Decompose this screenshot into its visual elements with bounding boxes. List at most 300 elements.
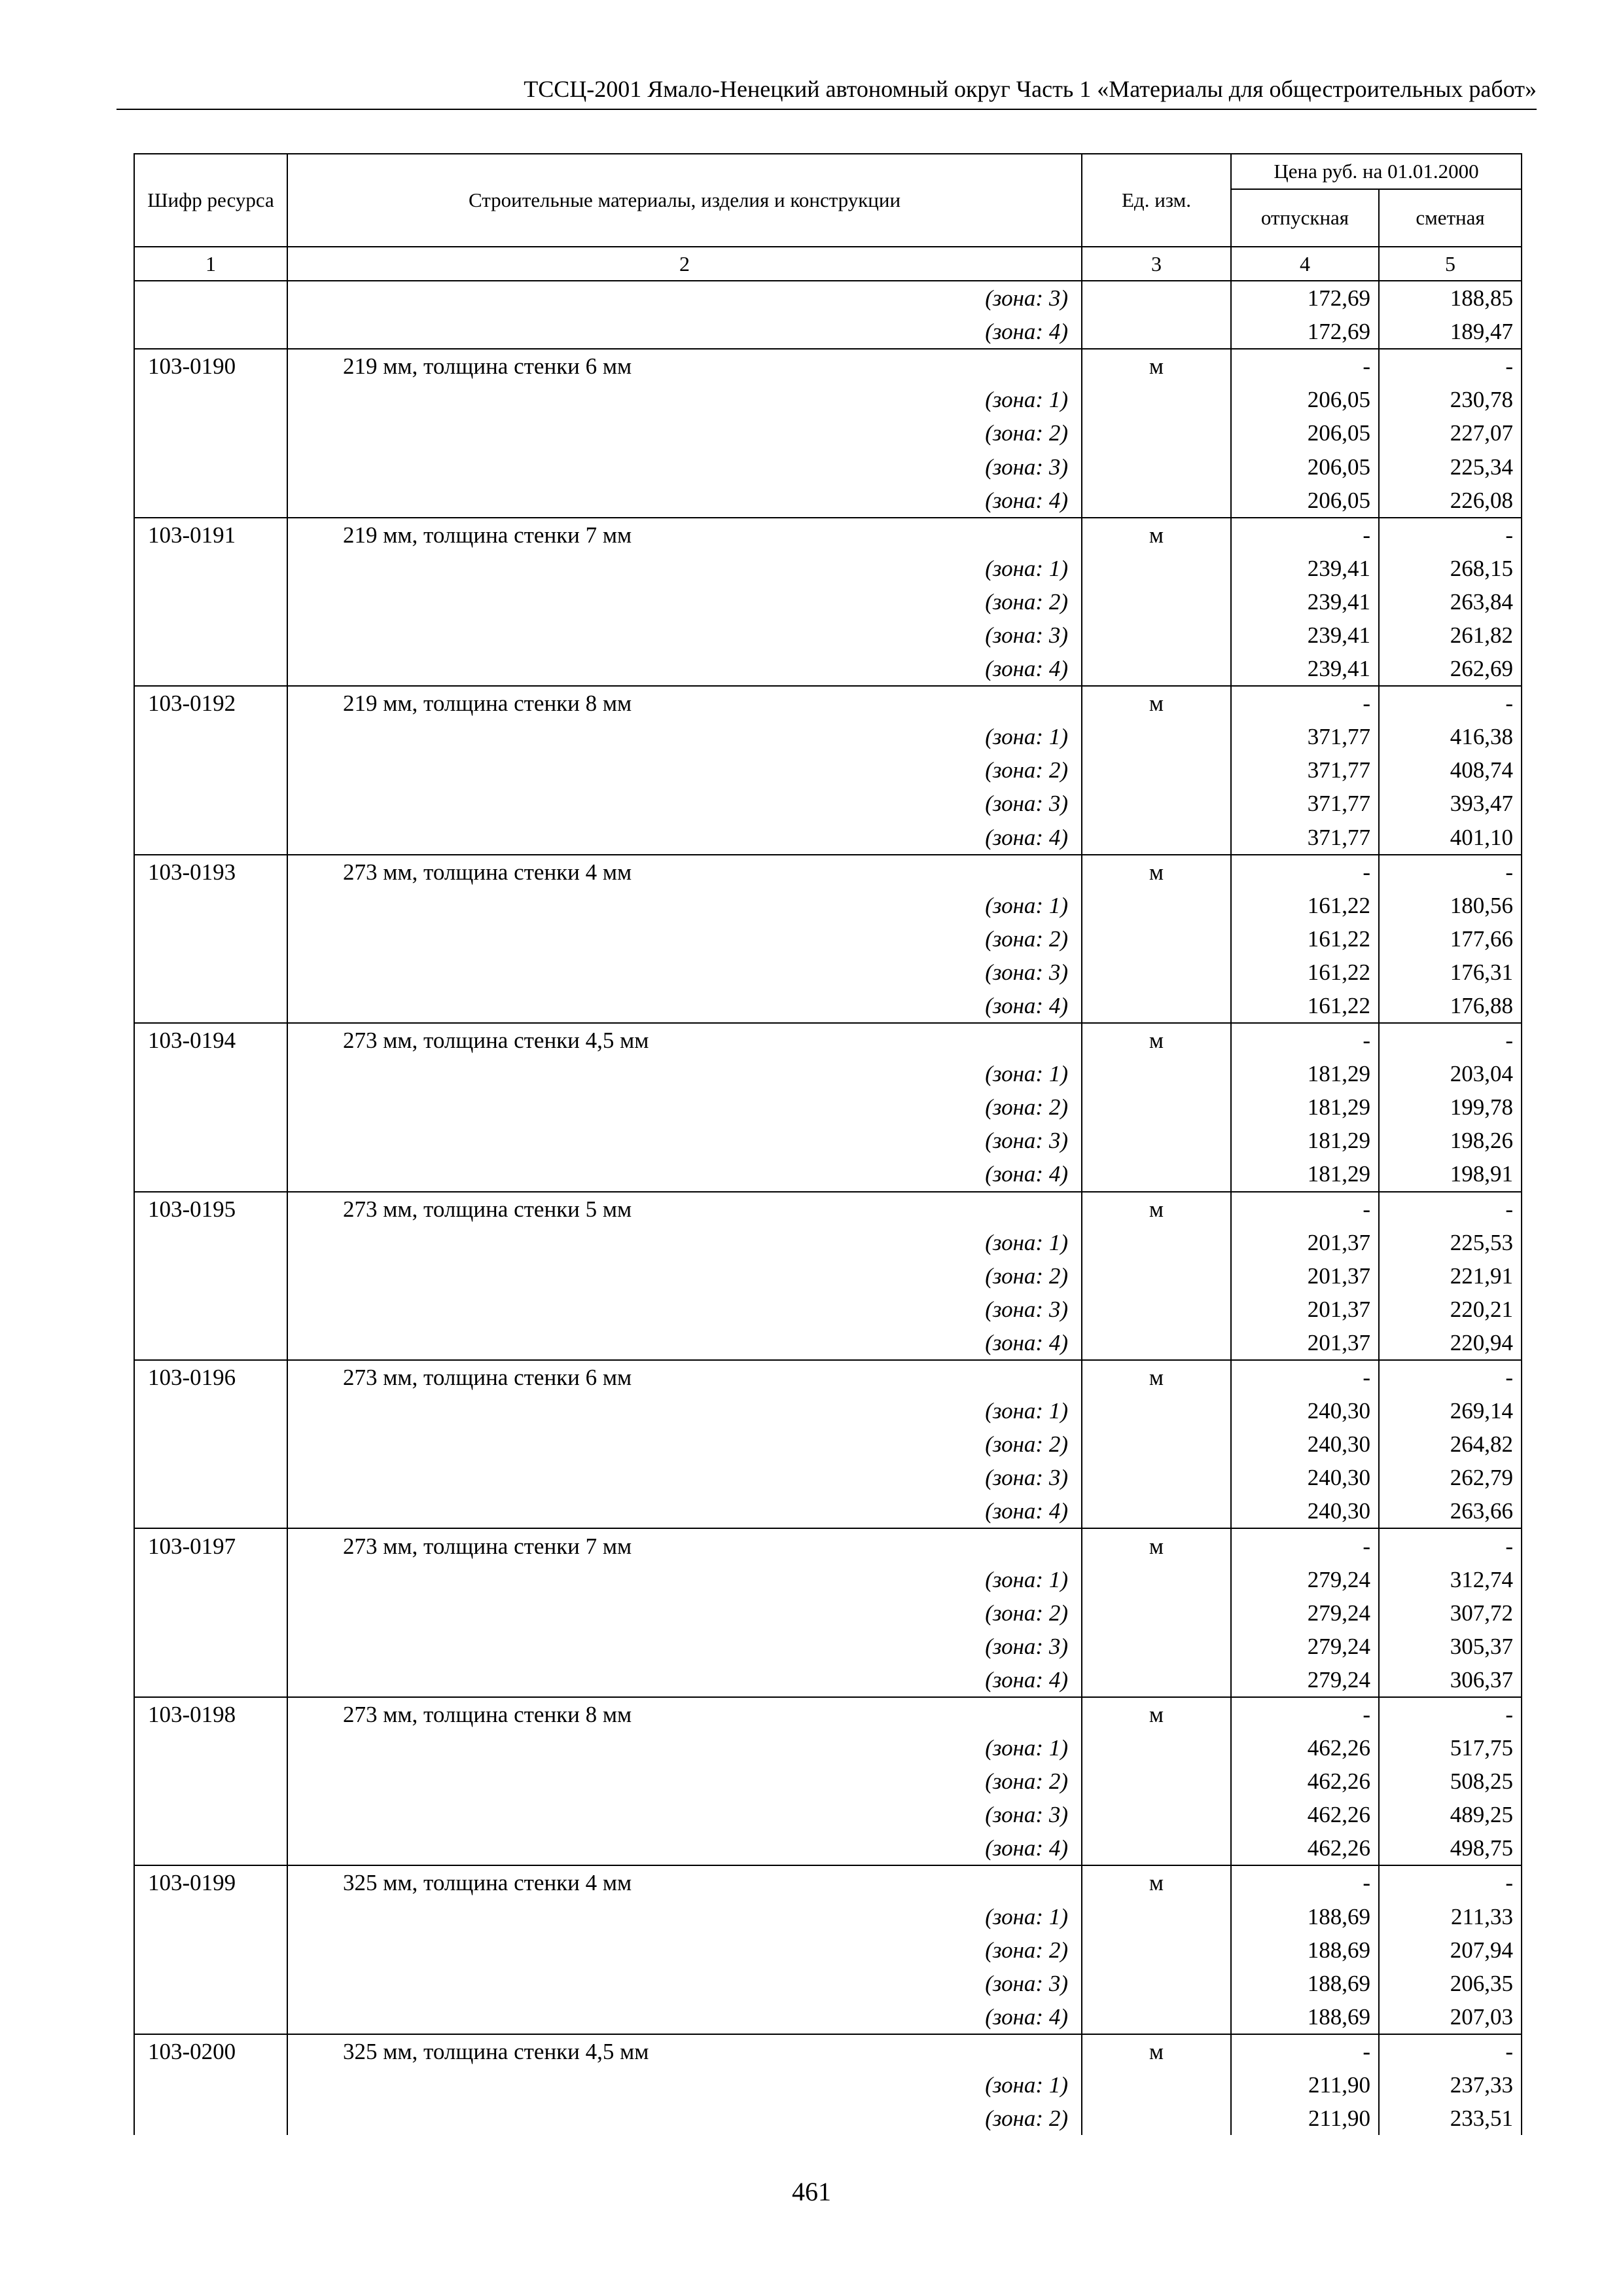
zone-label: (зона: 1) xyxy=(287,1900,1082,1933)
release-price: 161,22 xyxy=(1231,889,1379,922)
release-price: 201,37 xyxy=(1231,1226,1379,1259)
zone-label: (зона: 4) xyxy=(287,1494,1082,1528)
resource-code: 103-0192 xyxy=(134,686,287,720)
empty-cell xyxy=(134,552,287,585)
release-price: 279,24 xyxy=(1231,1630,1379,1663)
unit-cell: м xyxy=(1082,518,1231,552)
estimate-price: 237,33 xyxy=(1379,2068,1522,2102)
release-price: 172,69 xyxy=(1231,281,1379,315)
zone-row xyxy=(134,315,1522,349)
unit-cell: м xyxy=(1082,855,1231,889)
empty-cell xyxy=(134,889,287,922)
empty-cell xyxy=(1082,1967,1231,2000)
resource-code: 103-0193 xyxy=(134,855,287,889)
empty-cell xyxy=(134,1596,287,1630)
estimate-price: - xyxy=(1379,855,1522,889)
release-price: 462,26 xyxy=(1231,1765,1379,1798)
estimate-price: 198,91 xyxy=(1379,1157,1522,1191)
zone-label: (зона: 3) xyxy=(287,1461,1082,1494)
estimate-price: 227,07 xyxy=(1379,416,1522,450)
zone-label: (зона: 1) xyxy=(287,889,1082,922)
empty-cell xyxy=(134,1630,287,1663)
empty-cell xyxy=(134,922,287,956)
zone-row xyxy=(134,1394,1522,1427)
empty-cell xyxy=(1082,1494,1231,1528)
zone-label: (зона: 2) xyxy=(287,2102,1082,2135)
header-materials: Строительные материалы, изделия и конструкции xyxy=(287,154,1082,247)
empty-cell xyxy=(1082,1831,1231,1865)
release-price: - xyxy=(1231,1360,1379,1394)
empty-cell xyxy=(1082,1461,1231,1494)
release-price: 239,41 xyxy=(1231,652,1379,686)
zone-row xyxy=(134,1494,1522,1528)
zone-label: (зона: 2) xyxy=(287,585,1082,619)
zone-row xyxy=(134,619,1522,652)
empty-cell xyxy=(1082,585,1231,619)
zone-label: (зона: 2) xyxy=(287,1090,1082,1124)
empty-cell xyxy=(1082,2000,1231,2034)
empty-cell xyxy=(134,484,287,518)
empty-cell xyxy=(1082,1900,1231,1933)
empty-cell xyxy=(1082,753,1231,787)
zone-row xyxy=(134,383,1522,416)
material-name: 219 мм, толщина стенки 8 мм xyxy=(287,686,1082,720)
empty-cell xyxy=(134,787,287,820)
estimate-price: 233,51 xyxy=(1379,2102,1522,2135)
material-name: 273 мм, толщина стенки 4,5 мм xyxy=(287,1023,1082,1057)
unit-cell: м xyxy=(1082,1697,1231,1731)
empty-cell xyxy=(1082,1427,1231,1461)
zone-label: (зона: 1) xyxy=(287,552,1082,585)
zone-label: (зона: 4) xyxy=(287,1157,1082,1191)
empty-cell xyxy=(134,2000,287,2034)
estimate-price: 176,88 xyxy=(1379,989,1522,1023)
estimate-price: 306,37 xyxy=(1379,1663,1522,1697)
estimate-price: 230,78 xyxy=(1379,383,1522,416)
table-row xyxy=(134,518,1522,552)
header-code: Шифр ресурса xyxy=(134,154,287,247)
empty-cell xyxy=(134,315,287,349)
release-price: 239,41 xyxy=(1231,585,1379,619)
empty-cell xyxy=(1082,1663,1231,1697)
release-price: 279,24 xyxy=(1231,1563,1379,1596)
release-price: - xyxy=(1231,686,1379,720)
estimate-price: 221,91 xyxy=(1379,1259,1522,1293)
zone-label: (зона: 3) xyxy=(287,1798,1082,1831)
empty-cell xyxy=(1082,1563,1231,1596)
estimate-price: 180,56 xyxy=(1379,889,1522,922)
resource-code: 103-0200 xyxy=(134,2034,287,2068)
column-number: 1 xyxy=(134,247,287,281)
release-price: 371,77 xyxy=(1231,720,1379,753)
table-row xyxy=(134,2034,1522,2068)
zone-row xyxy=(134,281,1522,315)
empty-cell xyxy=(1082,956,1231,989)
zone-row xyxy=(134,1090,1522,1124)
column-number: 3 xyxy=(1082,247,1231,281)
zone-row xyxy=(134,1596,1522,1630)
unit-cell: м xyxy=(1082,1360,1231,1394)
estimate-price: 220,94 xyxy=(1379,1326,1522,1360)
release-price: 188,69 xyxy=(1231,1967,1379,2000)
empty-cell xyxy=(1082,652,1231,686)
release-price: 201,37 xyxy=(1231,1259,1379,1293)
empty-cell xyxy=(1082,1731,1231,1765)
estimate-price: 261,82 xyxy=(1379,619,1522,652)
empty-cell xyxy=(134,416,287,450)
table-row xyxy=(134,1865,1522,1899)
estimate-price: 220,21 xyxy=(1379,1293,1522,1326)
estimate-price: 263,66 xyxy=(1379,1494,1522,1528)
empty-cell xyxy=(134,753,287,787)
empty-cell xyxy=(1082,1798,1231,1831)
zone-label: (зона: 1) xyxy=(287,2068,1082,2102)
zone-row xyxy=(134,1798,1522,1831)
zone-row xyxy=(134,1630,1522,1663)
estimate-price: 264,82 xyxy=(1379,1427,1522,1461)
release-price: 181,29 xyxy=(1231,1124,1379,1157)
price-table xyxy=(134,153,1522,2135)
empty-cell xyxy=(134,585,287,619)
unit-cell: м xyxy=(1082,1528,1231,1562)
estimate-price: 305,37 xyxy=(1379,1630,1522,1663)
zone-row xyxy=(134,1057,1522,1090)
empty-cell xyxy=(134,1394,287,1427)
material-name: 325 мм, толщина стенки 4,5 мм xyxy=(287,2034,1082,2068)
zone-label: (зона: 2) xyxy=(287,1427,1082,1461)
empty-cell xyxy=(1082,1057,1231,1090)
empty-cell xyxy=(1082,1124,1231,1157)
empty-cell xyxy=(1082,1090,1231,1124)
zone-label: (зона: 3) xyxy=(287,787,1082,820)
release-price: 240,30 xyxy=(1231,1494,1379,1528)
empty-cell xyxy=(134,1461,287,1494)
zone-label: (зона: 1) xyxy=(287,1057,1082,1090)
empty-cell xyxy=(134,1798,287,1831)
zone-row xyxy=(134,1259,1522,1293)
empty-cell xyxy=(1082,1765,1231,1798)
release-price: - xyxy=(1231,349,1379,383)
release-price: - xyxy=(1231,2034,1379,2068)
release-price: 172,69 xyxy=(1231,315,1379,349)
empty-cell xyxy=(134,1326,287,1360)
table-row xyxy=(134,1697,1522,1731)
zone-row xyxy=(134,652,1522,686)
estimate-price: - xyxy=(1379,518,1522,552)
resource-code: 103-0195 xyxy=(134,1192,287,1226)
release-price: 211,90 xyxy=(1231,2102,1379,2135)
empty-cell xyxy=(134,2068,287,2102)
empty-cell xyxy=(134,1427,287,1461)
zone-label: (зона: 4) xyxy=(287,1326,1082,1360)
zone-label: (зона: 4) xyxy=(287,2000,1082,2034)
resource-code: 103-0196 xyxy=(134,1360,287,1394)
release-price: - xyxy=(1231,855,1379,889)
empty-cell xyxy=(134,450,287,483)
resource-code: 103-0198 xyxy=(134,1697,287,1731)
estimate-price: 307,72 xyxy=(1379,1596,1522,1630)
release-price: - xyxy=(1231,1023,1379,1057)
empty-cell xyxy=(134,1933,287,1967)
zone-label: (зона: 3) xyxy=(287,619,1082,652)
estimate-price: 393,47 xyxy=(1379,787,1522,820)
empty-cell xyxy=(1082,383,1231,416)
table-row xyxy=(134,855,1522,889)
empty-cell xyxy=(134,720,287,753)
zone-label: (зона: 3) xyxy=(287,281,1082,315)
empty-cell xyxy=(1082,619,1231,652)
estimate-price: - xyxy=(1379,349,1522,383)
zone-row xyxy=(134,1765,1522,1798)
release-price: 161,22 xyxy=(1231,956,1379,989)
resource-code: 103-0197 xyxy=(134,1528,287,1562)
empty-cell xyxy=(134,1293,287,1326)
zone-label: (зона: 1) xyxy=(287,1226,1082,1259)
empty-cell xyxy=(1082,720,1231,753)
release-price: 462,26 xyxy=(1231,1831,1379,1865)
estimate-price: 489,25 xyxy=(1379,1798,1522,1831)
estimate-price: 176,31 xyxy=(1379,956,1522,989)
zone-label: (зона: 2) xyxy=(287,1765,1082,1798)
unit-cell: м xyxy=(1082,1865,1231,1899)
empty-cell xyxy=(134,1090,287,1124)
table-row xyxy=(134,1192,1522,1226)
zone-row xyxy=(134,1563,1522,1596)
release-price: 239,41 xyxy=(1231,619,1379,652)
estimate-price: 401,10 xyxy=(1379,821,1522,855)
empty-cell xyxy=(1082,1157,1231,1191)
estimate-price: 177,66 xyxy=(1379,922,1522,956)
zone-label: (зона: 3) xyxy=(287,1630,1082,1663)
zone-label: (зона: 3) xyxy=(287,1967,1082,2000)
release-price: 188,69 xyxy=(1231,2000,1379,2034)
zone-row xyxy=(134,1461,1522,1494)
zone-row xyxy=(134,484,1522,518)
table-body xyxy=(134,281,1522,2135)
zone-row xyxy=(134,2102,1522,2135)
release-price: 161,22 xyxy=(1231,922,1379,956)
release-price: - xyxy=(1231,518,1379,552)
estimate-price: 188,85 xyxy=(1379,281,1522,315)
release-price: 462,26 xyxy=(1231,1731,1379,1765)
running-header: ТССЦ-2001 Ямало-Ненецкий автономный округ Часть 1 «Материалы для общестроительных работ» xyxy=(116,73,1537,110)
empty-cell xyxy=(134,383,287,416)
table-row xyxy=(134,1528,1522,1562)
empty-cell xyxy=(1082,989,1231,1023)
release-price: 206,05 xyxy=(1231,416,1379,450)
table-row xyxy=(134,1360,1522,1394)
estimate-price: 263,84 xyxy=(1379,585,1522,619)
empty-cell xyxy=(134,1900,287,1933)
page-number: 461 xyxy=(792,2177,831,2206)
release-price: 181,29 xyxy=(1231,1090,1379,1124)
release-price: 206,05 xyxy=(1231,383,1379,416)
zone-row xyxy=(134,585,1522,619)
release-price: - xyxy=(1231,1865,1379,1899)
empty-cell xyxy=(134,1563,287,1596)
empty-cell xyxy=(1082,821,1231,855)
empty-cell xyxy=(134,652,287,686)
table-row xyxy=(134,1023,1522,1057)
release-price: 188,69 xyxy=(1231,1933,1379,1967)
zone-label: (зона: 3) xyxy=(287,1293,1082,1326)
estimate-price: 189,47 xyxy=(1379,315,1522,349)
release-price: 239,41 xyxy=(1231,552,1379,585)
empty-cell xyxy=(1082,2068,1231,2102)
material-name: 273 мм, толщина стенки 4 мм xyxy=(287,855,1082,889)
empty-cell xyxy=(1082,1596,1231,1630)
zone-label: (зона: 4) xyxy=(287,484,1082,518)
zone-row xyxy=(134,989,1522,1023)
empty-cell xyxy=(134,1967,287,2000)
material-name: 273 мм, толщина стенки 5 мм xyxy=(287,1192,1082,1226)
release-price: 181,29 xyxy=(1231,1057,1379,1090)
zone-row xyxy=(134,1731,1522,1765)
estimate-price: 508,25 xyxy=(1379,1765,1522,1798)
empty-cell xyxy=(1082,281,1231,315)
empty-cell xyxy=(1082,1293,1231,1326)
release-price: 371,77 xyxy=(1231,821,1379,855)
zone-row xyxy=(134,416,1522,450)
release-price: - xyxy=(1231,1528,1379,1562)
empty-cell xyxy=(134,1765,287,1798)
resource-code: 103-0199 xyxy=(134,1865,287,1899)
zone-label: (зона: 4) xyxy=(287,652,1082,686)
empty-cell xyxy=(134,956,287,989)
zone-label: (зона: 2) xyxy=(287,1933,1082,1967)
zone-row xyxy=(134,1967,1522,2000)
release-price: 201,37 xyxy=(1231,1326,1379,1360)
estimate-price: 498,75 xyxy=(1379,1831,1522,1865)
estimate-price: - xyxy=(1379,1528,1522,1562)
release-price: - xyxy=(1231,1697,1379,1731)
estimate-price: 517,75 xyxy=(1379,1731,1522,1765)
zone-row xyxy=(134,1226,1522,1259)
zone-row xyxy=(134,1900,1522,1933)
zone-label: (зона: 1) xyxy=(287,383,1082,416)
estimate-price: 226,08 xyxy=(1379,484,1522,518)
zone-label: (зона: 4) xyxy=(287,315,1082,349)
material-name: 273 мм, толщина стенки 6 мм xyxy=(287,1360,1082,1394)
zone-row xyxy=(134,753,1522,787)
zone-row xyxy=(134,2000,1522,2034)
empty-cell xyxy=(134,1494,287,1528)
empty-cell xyxy=(1082,1259,1231,1293)
release-price: 240,30 xyxy=(1231,1427,1379,1461)
column-number: 2 xyxy=(287,247,1082,281)
empty-cell xyxy=(134,1057,287,1090)
estimate-price: - xyxy=(1379,686,1522,720)
estimate-price: 225,53 xyxy=(1379,1226,1522,1259)
estimate-price: 262,69 xyxy=(1379,652,1522,686)
zone-label: (зона: 3) xyxy=(287,450,1082,483)
unit-cell: м xyxy=(1082,2034,1231,2068)
material-name: 219 мм, толщина стенки 7 мм xyxy=(287,518,1082,552)
release-price: - xyxy=(1231,1192,1379,1226)
empty-cell xyxy=(134,619,287,652)
zone-row xyxy=(134,956,1522,989)
estimate-price: 268,15 xyxy=(1379,552,1522,585)
zone-label: (зона: 4) xyxy=(287,1831,1082,1865)
unit-cell: м xyxy=(1082,349,1231,383)
empty-cell xyxy=(134,1157,287,1191)
material-name: 273 мм, толщина стенки 8 мм xyxy=(287,1697,1082,1731)
zone-row xyxy=(134,1663,1522,1697)
release-price: 211,90 xyxy=(1231,2068,1379,2102)
table-row xyxy=(134,349,1522,383)
zone-row xyxy=(134,1933,1522,1967)
zone-row xyxy=(134,1326,1522,1360)
release-price: 201,37 xyxy=(1231,1293,1379,1326)
release-price: 206,05 xyxy=(1231,450,1379,483)
column-number: 5 xyxy=(1379,247,1522,281)
resource-code: 103-0191 xyxy=(134,518,287,552)
empty-cell xyxy=(134,821,287,855)
zone-label: (зона: 3) xyxy=(287,956,1082,989)
estimate-price: - xyxy=(1379,2034,1522,2068)
estimate-price: 199,78 xyxy=(1379,1090,1522,1124)
table-row xyxy=(134,686,1522,720)
empty-cell xyxy=(134,1831,287,1865)
column-number: 4 xyxy=(1231,247,1379,281)
estimate-price: 416,38 xyxy=(1379,720,1522,753)
unit-cell: м xyxy=(1082,686,1231,720)
empty-cell xyxy=(1082,552,1231,585)
empty-cell xyxy=(134,1124,287,1157)
empty-cell xyxy=(1082,787,1231,820)
empty-cell xyxy=(134,989,287,1023)
estimate-price: 198,26 xyxy=(1379,1124,1522,1157)
release-price: 279,24 xyxy=(1231,1663,1379,1697)
estimate-price: - xyxy=(1379,1192,1522,1226)
estimate-price: 207,94 xyxy=(1379,1933,1522,1967)
empty-cell xyxy=(1082,315,1231,349)
release-price: 371,77 xyxy=(1231,753,1379,787)
release-price: 462,26 xyxy=(1231,1798,1379,1831)
header-estimate-price: сметная xyxy=(1379,189,1522,247)
empty-cell xyxy=(1082,2102,1231,2135)
zone-label: (зона: 1) xyxy=(287,720,1082,753)
zone-row xyxy=(134,720,1522,753)
empty-cell xyxy=(134,281,287,315)
estimate-price: - xyxy=(1379,1697,1522,1731)
zone-row xyxy=(134,2068,1522,2102)
unit-cell: м xyxy=(1082,1192,1231,1226)
estimate-price: 408,74 xyxy=(1379,753,1522,787)
estimate-price: - xyxy=(1379,1865,1522,1899)
zone-row xyxy=(134,1124,1522,1157)
zone-label: (зона: 1) xyxy=(287,1731,1082,1765)
empty-cell xyxy=(134,2102,287,2135)
empty-cell xyxy=(134,1663,287,1697)
zone-row xyxy=(134,787,1522,820)
empty-cell xyxy=(134,1259,287,1293)
zone-label: (зона: 4) xyxy=(287,821,1082,855)
zone-row xyxy=(134,889,1522,922)
estimate-price: - xyxy=(1379,1360,1522,1394)
estimate-price: 207,03 xyxy=(1379,2000,1522,2034)
estimate-price: 211,33 xyxy=(1379,1900,1522,1933)
estimate-price: 262,79 xyxy=(1379,1461,1522,1494)
header-release-price: отпускная xyxy=(1231,189,1379,247)
header-unit: Ед. изм. xyxy=(1082,154,1231,247)
empty-cell xyxy=(1082,484,1231,518)
resource-code: 103-0194 xyxy=(134,1023,287,1057)
empty-cell xyxy=(1082,1326,1231,1360)
empty-cell xyxy=(1082,416,1231,450)
estimate-price: 206,35 xyxy=(1379,1967,1522,2000)
release-price: 206,05 xyxy=(1231,484,1379,518)
